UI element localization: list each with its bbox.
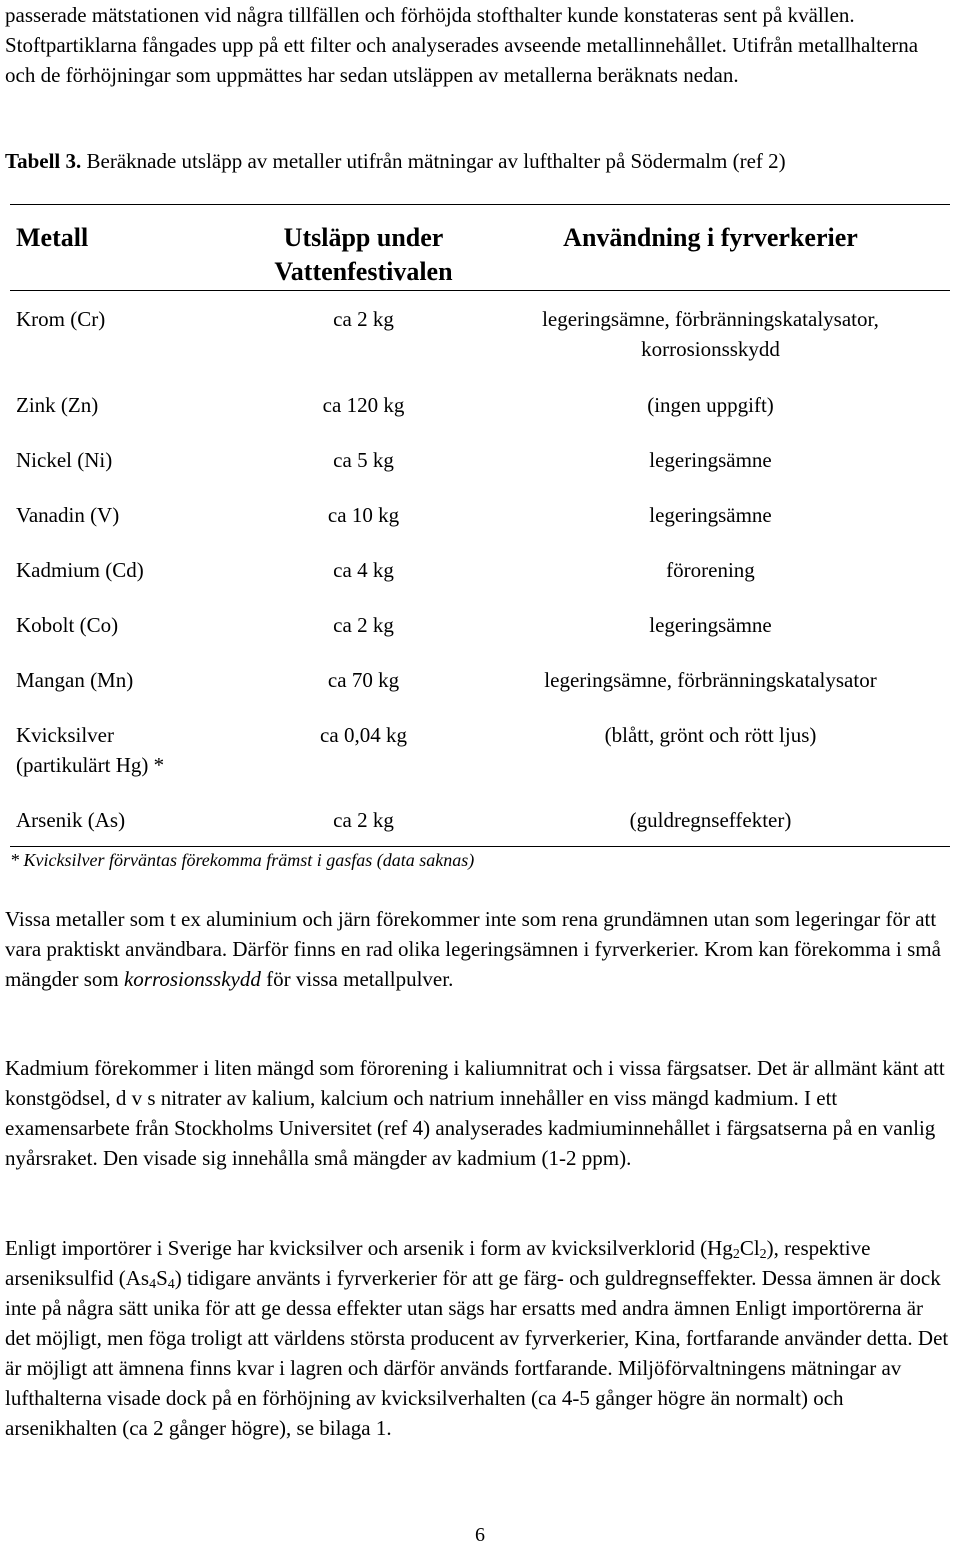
header-metal: Metall [16,223,89,252]
header-emission-line2: Vattenfestivalen [274,257,453,286]
table-cell-metal-line1: Kvicksilver [16,723,114,747]
table-cell-emission: ca 0,04 kg [320,723,407,747]
table-cell-emission: ca 70 kg [327,668,400,692]
table-top-rule [10,204,950,205]
table-cell-metal: Vanadin (V) [16,503,120,527]
subscript: 4 [167,1277,175,1292]
para3-text: Enligt importörer i Sverige har kvicksilver och arsenik i form av kvicksilverklorid (Hg [5,1236,733,1260]
table-cell-usage: förorening [666,558,755,582]
paragraph-metals-text-end: för vissa metallpulver. [260,967,454,991]
page-number: 6 [475,1524,485,1546]
table-cell-usage-line1: legeringsämne, förbränningskatalysator, [542,307,879,331]
table-cell-emission: ca 5 kg [333,448,394,472]
para3-text: S [156,1266,168,1290]
table-cell-emission: ca 2 kg [333,613,394,637]
intro-paragraph: passerade mätstationen vid några tillfällen och förhöjda stofthalter kunde konstateras sent på kvällen. Stoftpartiklarna fångades upp på ett filter och analyserades avseende metallinnehållet. Utifrån metallhalterna och de förhöjningar som uppmättes har sedan utsläppen av metallerna beräknats nedan. [5,3,919,87]
paragraph-mercury-arsenic [5,1233,950,1443]
table-cell-metal [16,720,256,780]
subscript: 2 [732,1247,740,1262]
para3-text: ) tidigare använts i fyrverkerier för att ge färg- och guldregnseffekter. Dessa ämnen är dock inte på några sätt unika för att ge dessa effekter utan sägs har ersatts med andra ämnen Enligt importörerna är det möjligt, men föga troligt att världens största producent av fyrverkerier, Kina, fortfarande använder detta. Det är möjligt att ämnena finns kvar i lagren och därför används fortfarande. Miljöförvaltningens mätningar av lufthalterna visade dock på en förhöjning av kvicksilverhalten (ca 4-5 gånger högre än normalt) och arsenikhalten (ca 2 gånger högre), se bilaga 1. [5,1266,949,1440]
table-cell-metal: Mangan (Mn) [16,668,134,692]
paragraph-metals-text: Vissa metaller som t ex aluminium och järn förekommer inte som rena grundämnen utan som legeringar för att vara praktiskt användbara. Därför finns en rad olika legeringsämnen i fyrverkerier. Krom kan förekomma i små mängder som [5,907,941,991]
para3-text: Cl [739,1236,760,1260]
table-caption [5,146,950,176]
para3-text: ), respektive arseniksulfid (As [5,1236,871,1290]
table-cell-emission: ca 2 kg [333,307,394,331]
header-usage: Användning i fyrverkerier [563,223,858,252]
subscript: 4 [149,1277,157,1292]
table-cell-metal: Kadmium (Cd) [16,558,144,582]
table-cell-metal: Arsenik (As) [16,808,126,832]
table-caption-label: Tabell 3. [5,149,82,173]
table-cell-metal: Zink (Zn) [16,393,99,417]
table-cell-usage: legeringsämne [649,613,772,637]
table-cell-usage: legeringsämne, förbränningskatalysator [544,668,877,692]
table-cell-metal-line2: (partikulärt Hg) * [16,753,165,777]
table-cell-emission: ca 10 kg [327,503,400,527]
table-cell-usage: legeringsämne [649,503,772,527]
table-cell-metal: Nickel (Ni) [16,448,113,472]
table-caption-text: Beräknade utsläpp av metaller utifrån mätningar av lufthalter på Södermalm (ref 2) [81,149,786,173]
header-emission-line1: Utsläpp under [283,223,444,252]
table-cell-usage [471,304,950,364]
paragraph-metals [5,904,950,994]
header-bottom-rule [10,290,950,291]
table-cell-metal: Krom (Cr) [16,307,106,331]
subscript: 2 [759,1247,767,1262]
table-cell-emission: ca 120 kg [322,393,405,417]
header-emission [256,221,471,289]
paragraph-cadmium: Kadmium förekommer i liten mängd som förorening i kaliumnitrat och i vissa färgsatser. Det är allmänt känt att konstgödsel, d v s nitrater av kalium, kalcium och natrium innehåller en viss mängd kadmium. I ett examensarbete från Stockholms Universitet (ref 4) analyserades kadmiuminnehållet i färgsatserna på en vanlig nyårsraket. Den visade sig innehålla små mängder av kadmium (1-2 ppm). [5,1056,945,1170]
table-cell-usage: (blått, grönt och rött ljus) [604,723,817,747]
table-footnote: * Kvicksilver förväntas förekomma främst i gasfas (data saknas) [10,850,475,870]
table-cell-usage: legeringsämne [649,448,772,472]
table-cell-usage: (guldregnseffekter) [629,808,792,832]
table-cell-metal: Kobolt (Co) [16,613,119,637]
table-cell-usage: (ingen uppgift) [647,393,774,417]
paragraph-metals-italic: korrosionsskydd [123,967,261,991]
table-cell-emission: ca 4 kg [333,558,394,582]
table-cell-usage-line2: korrosionsskydd [641,337,780,361]
table-cell-emission: ca 2 kg [333,808,394,832]
